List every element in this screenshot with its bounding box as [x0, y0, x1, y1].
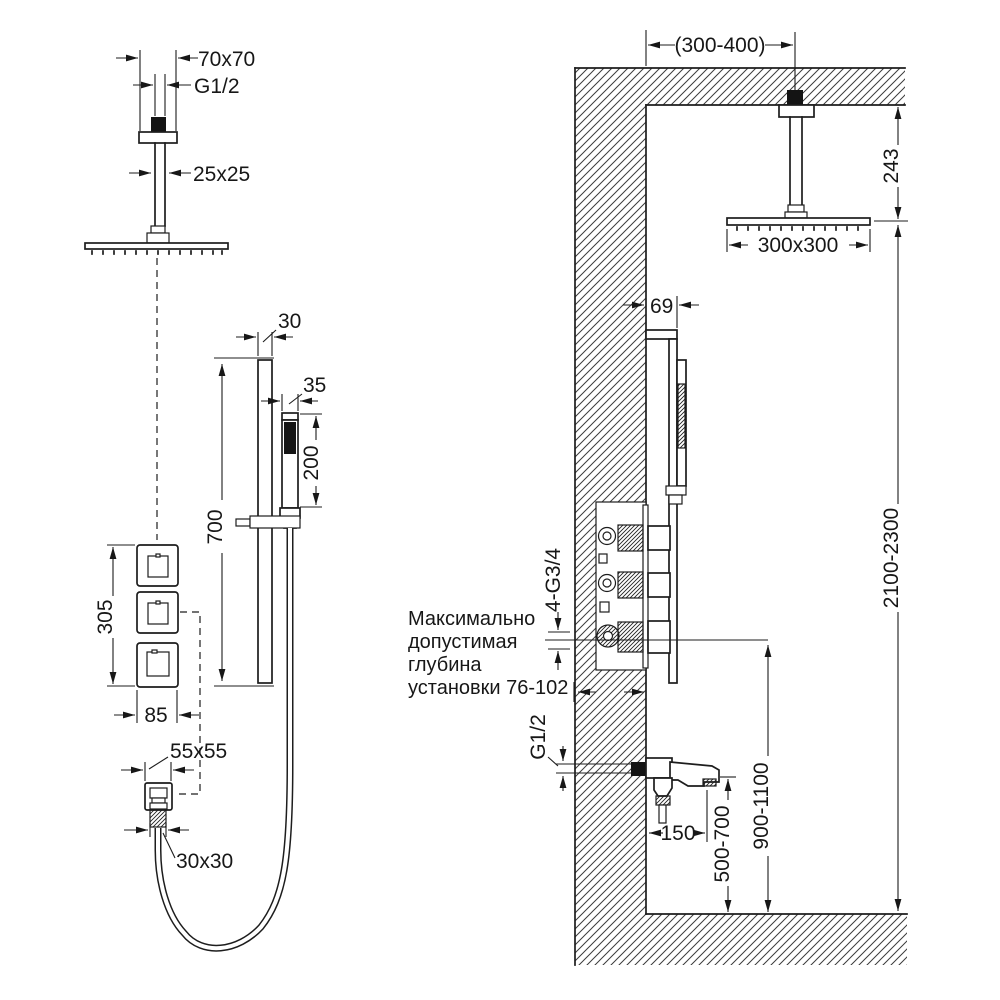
note-line-4: установки 76-102: [408, 677, 569, 699]
note-line-2: допустимая: [408, 631, 518, 653]
dim-label-head-size: 300x300: [757, 234, 839, 257]
shower-head-front: [85, 243, 228, 249]
trim-outlet-link: [174, 612, 200, 794]
dim-label-bar-length: 700: [204, 509, 227, 545]
dim-label-ports: 4-G3/4: [542, 547, 565, 613]
dim-label-mixer-height: 900-1100: [750, 762, 773, 850]
dim-label-head-drop: 243: [880, 148, 903, 184]
ceiling-shower-front: [85, 48, 255, 540]
head-nozzles-side: [737, 227, 858, 230]
head-nozzles-front: [92, 251, 222, 254]
front-view: [85, 48, 326, 948]
height-dimensions: [750, 107, 908, 912]
dim-label-trim-width: 85: [144, 704, 168, 727]
dim-label-spout-length: 150: [660, 822, 696, 845]
dim-label-outlet-plate: 55x55: [170, 740, 228, 763]
ceiling-shower-side: [646, 30, 870, 257]
hand-shower-front: [204, 310, 326, 686]
dim-label-bar-width: 30: [278, 310, 302, 333]
installation-depth-note: [408, 608, 568, 699]
wall-outlet-front: [121, 740, 233, 873]
dim-label-arm: 25x25: [193, 163, 251, 186]
thread-stub: [151, 117, 166, 132]
handset-face: [284, 422, 296, 454]
shower-head-side: [727, 218, 870, 225]
note-line-1: Максимально: [408, 608, 536, 630]
side-view: [408, 30, 908, 965]
handset-grip-side: [678, 384, 685, 448]
dim-label-outlet-nut: 30x30: [176, 850, 234, 873]
dim-label-head-height: 2100-2300: [880, 507, 903, 609]
dim-label-handset-length: 200: [300, 445, 323, 481]
ceiling-flange: [139, 132, 177, 143]
dim-label-ceiling-offset: (300-400): [674, 34, 766, 57]
dim-label-thread: G1/2: [194, 75, 240, 98]
dim-label-bar-offset: 69: [650, 295, 674, 318]
outlet-nut: [150, 810, 166, 827]
bar-bracket-side: [646, 330, 677, 339]
spout-aerator: [703, 779, 716, 786]
dim-label-flange: 70x70: [198, 48, 256, 71]
dim-label-spout-thread: G1/2: [527, 714, 550, 760]
dim-label-handset-width: 35: [303, 374, 327, 397]
note-line-3: глубина: [408, 654, 482, 676]
dim-label-trim-height: 305: [94, 599, 117, 635]
dim-label-spout-height: 500-700: [711, 805, 734, 883]
bar-slider: [250, 516, 300, 528]
